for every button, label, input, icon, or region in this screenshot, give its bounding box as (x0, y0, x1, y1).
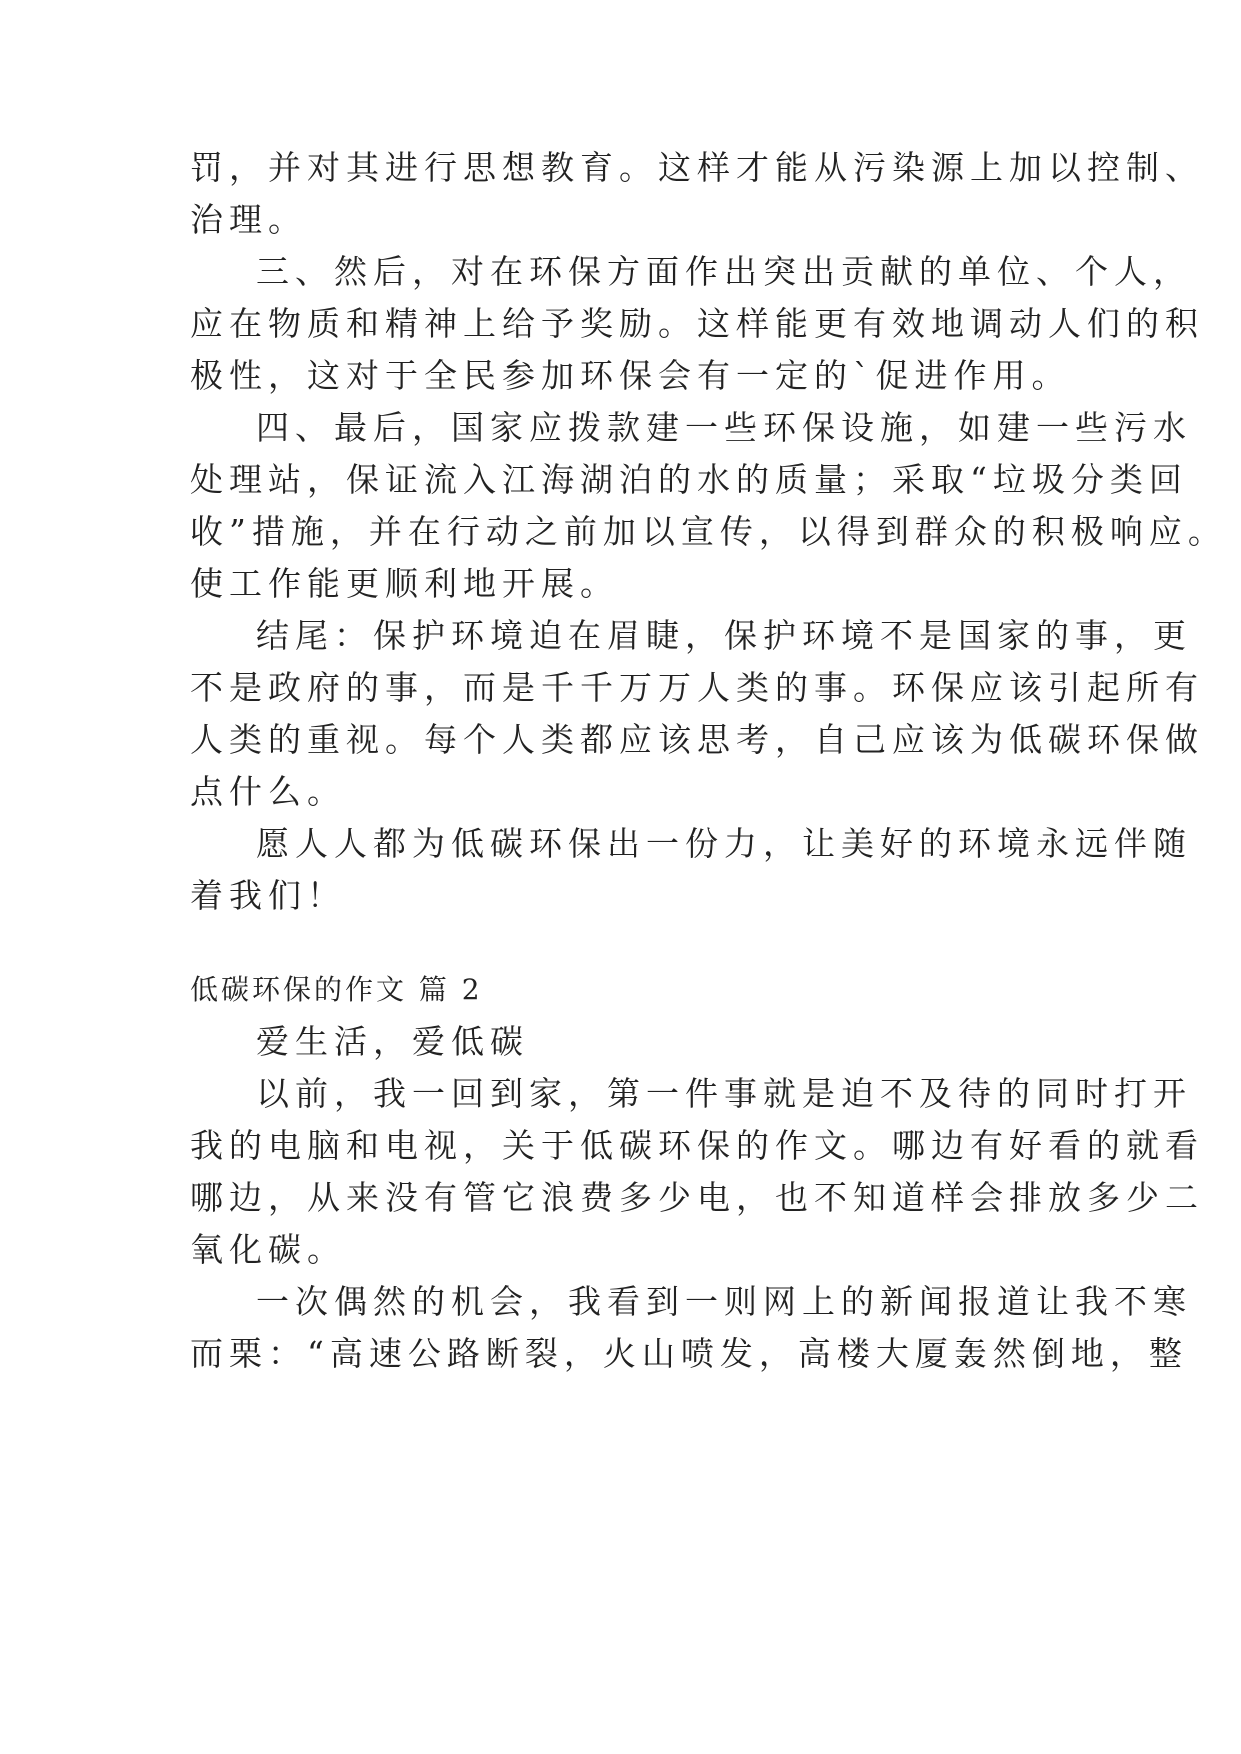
text-line: 不是政府的事，而是千千万万人类的事。环保应该引起所有 (190, 668, 1204, 707)
text-line: 使工作能更顺利地开展。 (190, 564, 619, 603)
text-line: 我的电脑和电视，关于低碳环保的作文。哪边有好看的就看 (190, 1126, 1204, 1165)
text-line: 罚，并对其进行思想教育。这样才能从污染源上加以控制、 (190, 148, 1204, 187)
text-line: 愿人人都为低碳环保出一份力，让美好的环境永远伴随 (256, 824, 1192, 863)
text-line: 以前，我一回到家，第一件事就是迫不及待的同时打开 (256, 1074, 1192, 1113)
text-line: 极性，这对于全民参加环保会有一定的`促进作用。 (190, 356, 1071, 395)
text-line: 氧化碳。 (190, 1230, 346, 1269)
text-line: 收”措施，并在行动之前加以宣传，以得到群众的积极响应。 (190, 512, 1227, 551)
text-line: 结尾：保护环境迫在眉睫，保护环境不是国家的事，更 (256, 616, 1192, 655)
text-line: 哪边，从来没有管它浪费多少电，也不知道样会排放多少二 (190, 1178, 1204, 1217)
text-line: 三、然后，对在环保方面作出突出贡献的单位、个人， (256, 252, 1192, 291)
text-line: 治理。 (190, 200, 307, 239)
text-line: 爱生活，爱低碳 (256, 1022, 529, 1061)
section-title: 低碳环保的作文 篇 2 (190, 973, 483, 1006)
text-line: 应在物质和精神上给予奖励。这样能更有效地调动人们的积 (190, 304, 1204, 343)
text-line: 四、最后，国家应拨款建一些环保设施，如建一些污水 (256, 408, 1192, 447)
text-line: 一次偶然的机会，我看到一则网上的新闻报道让我不寒 (256, 1282, 1192, 1321)
text-line: 着我们！ (190, 876, 346, 915)
document-body (190, 0, 1227, 1754)
text-line: 而栗：“高速公路断裂，火山喷发，高楼大厦轰然倒地，整 (190, 1334, 1188, 1373)
text-line: 处理站，保证流入江海湖泊的水的质量；采取“垃圾分类回 (190, 460, 1188, 499)
text-line: 人类的重视。每个人类都应该思考，自己应该为低碳环保做 (190, 720, 1204, 759)
text-line: 点什么。 (190, 772, 346, 811)
